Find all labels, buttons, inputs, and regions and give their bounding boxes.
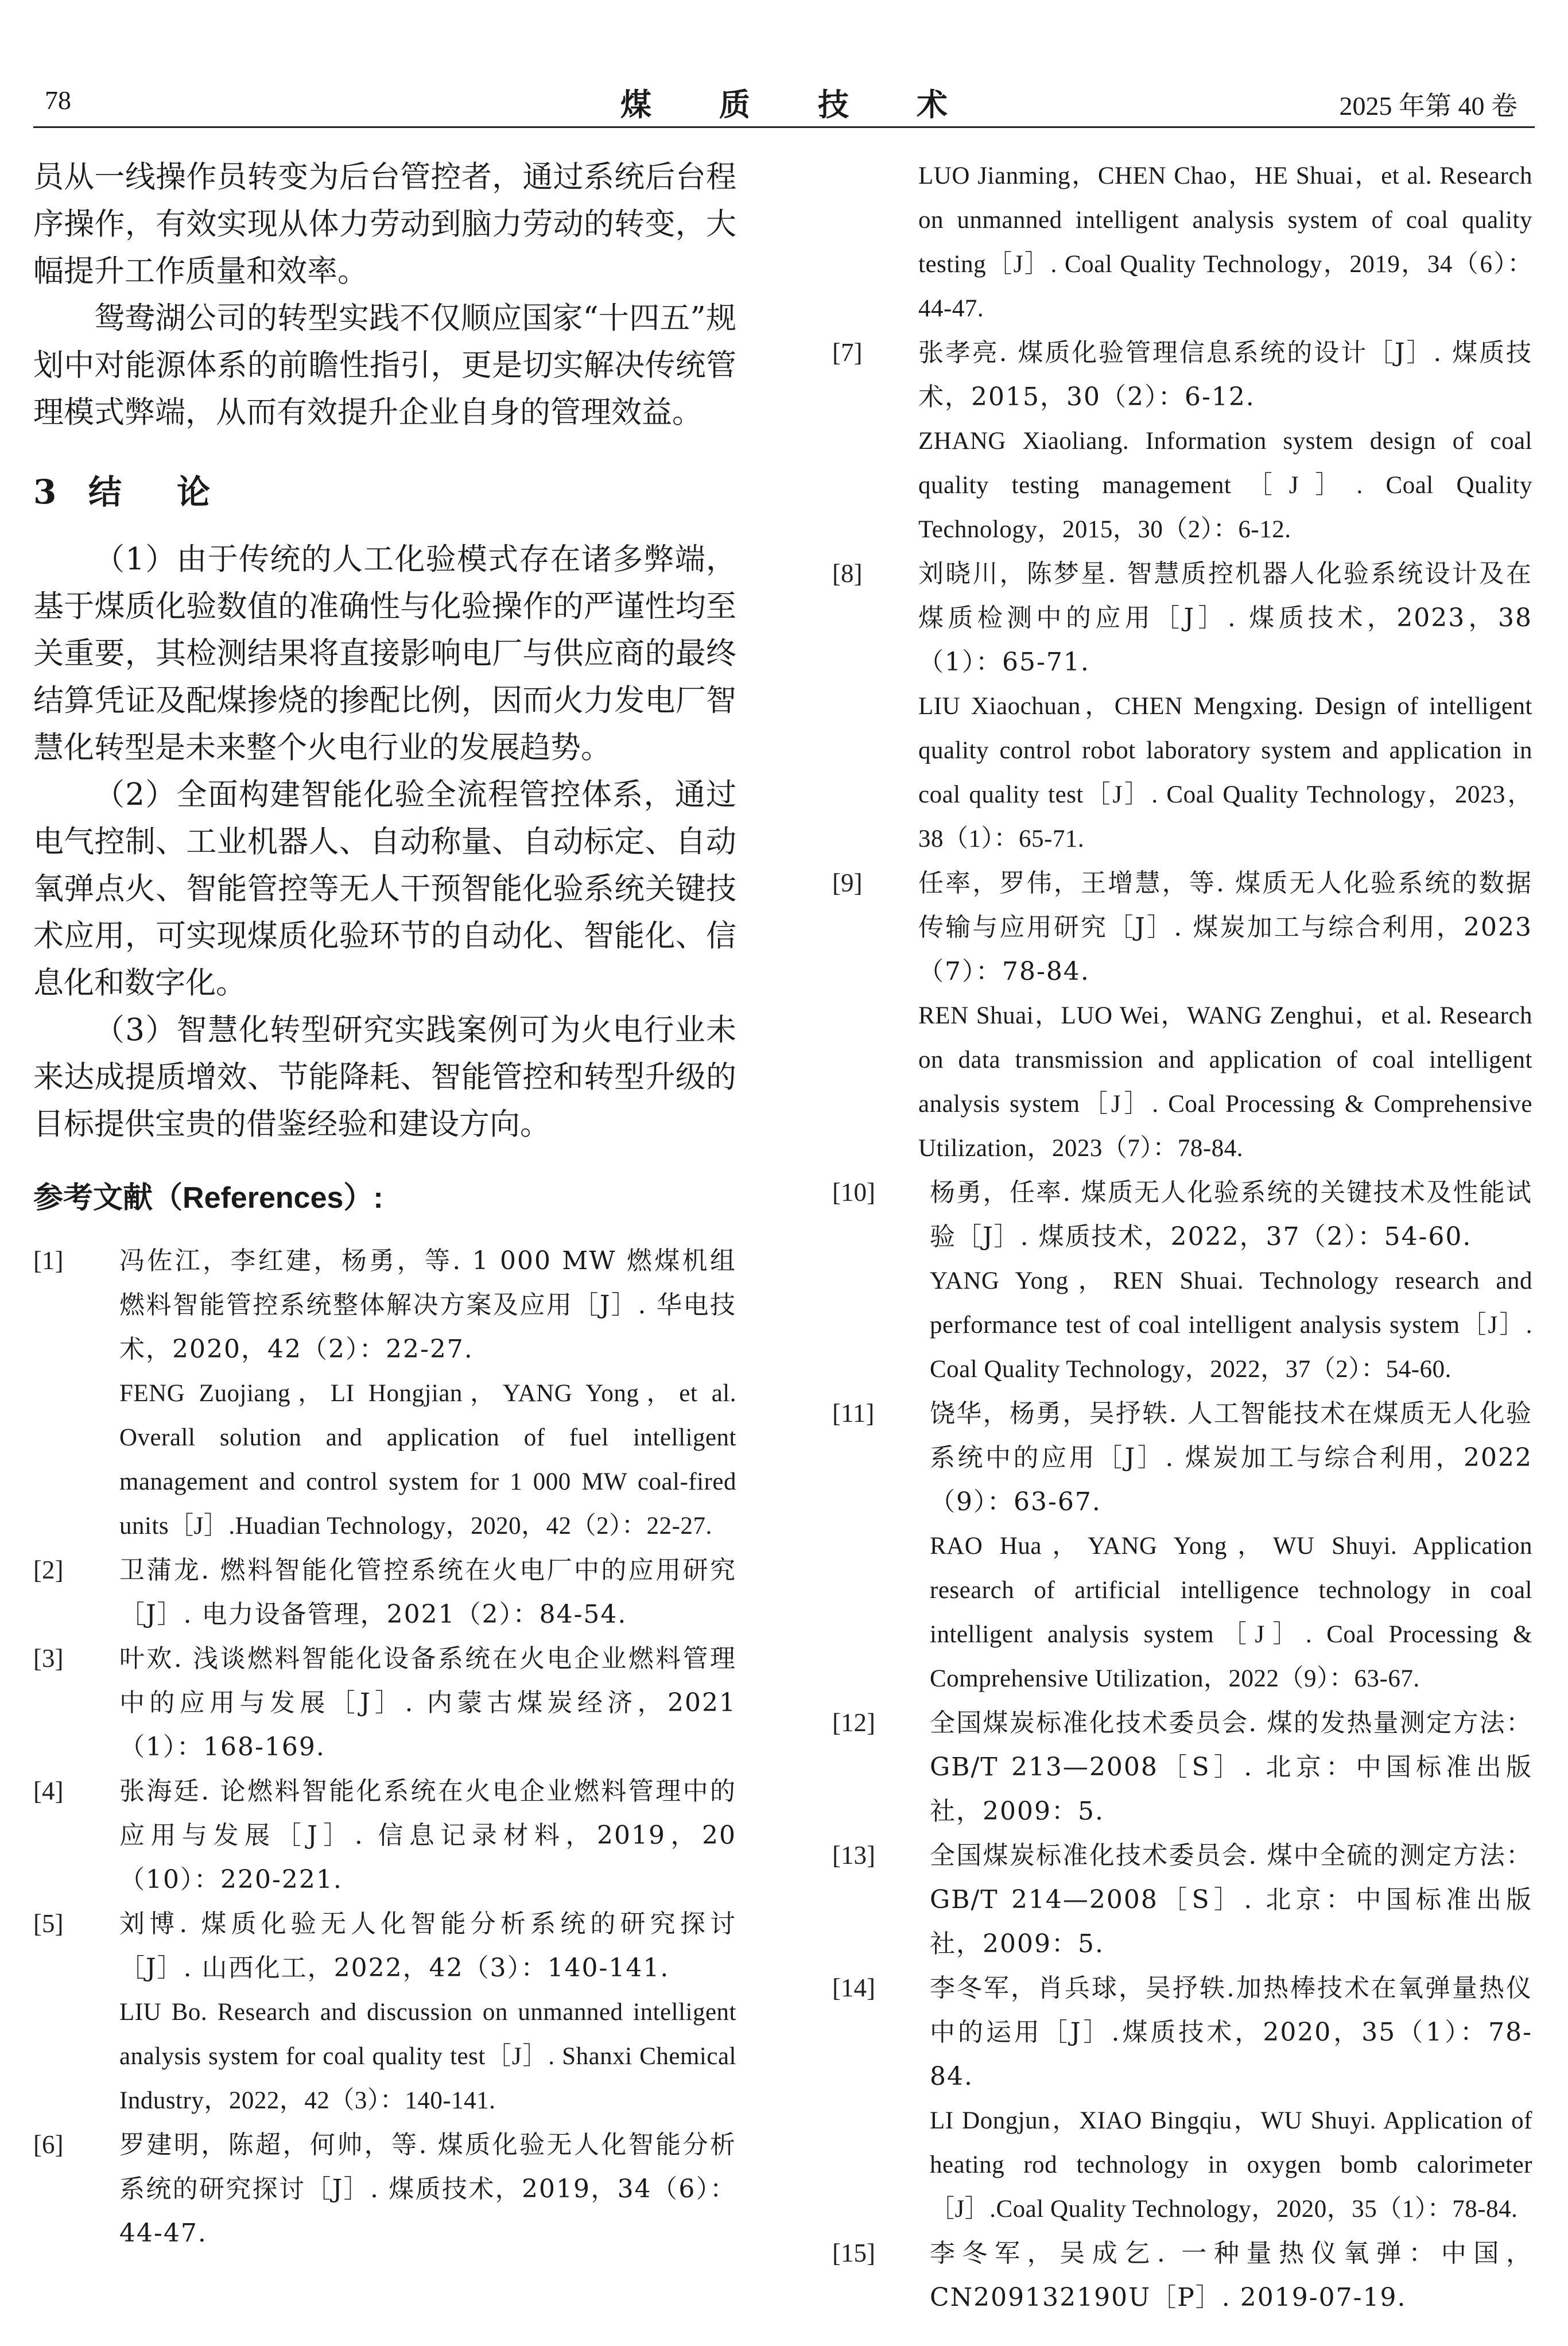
- body-paragraph: 鸳鸯湖公司的转型实践不仅顺应国家“十四五”规划中对能源体系的前瞻性指引，更是切实解决传统管理模式弊端，从而有效提升企业自身的管理效益。: [33, 301, 736, 430]
- reference-item: [832, 1833, 1532, 1966]
- reference-number: [5]: [33, 1909, 64, 1938]
- reference-item: [33, 2123, 736, 2255]
- reference-number: [13]: [832, 1841, 875, 1870]
- reference-item: [33, 1902, 736, 2123]
- section-number: 3: [33, 472, 57, 511]
- reference-en: LIU Bo. Research and discussion on unmanned intelligent analysis system for coal quality test［J］. Shanxi Chemical Industry，2022，42（3）：140-141.: [119, 1999, 736, 2114]
- reference-number: [1]: [33, 1246, 64, 1275]
- reference-number: [7]: [832, 338, 863, 367]
- reference-number: [2]: [33, 1556, 64, 1584]
- conclusion-paragraph: （2）全面构建智能化验全流程管控体系，通过电气控制、工业机器人、自动称量、自动标定、自动氧弹点火、智能管控等无人干预智能化验系统关键技术应用，可实现煤质化验环节的自动化、智能化、信息化和数字化。: [33, 777, 736, 1001]
- reference-item: [33, 1239, 736, 1548]
- reference-item: [832, 1701, 1532, 1833]
- reference-number: [10]: [832, 1178, 875, 1207]
- conclusion-paragraph: （3）智慧化转型研究实践案例可为火电行业未来达成提质增效、节能降耗、智能管控和转型升级的目标提供宝贵的借鉴经验和建设方向。: [33, 1013, 736, 1142]
- reference-en: RAO Hua，YANG Yong，WU Shuyi. Application research of artificial intelligence technology in coal intelligent analysis system［J］. Coal Processing & Comprehensive Utilization，2022（9）：63-67.: [930, 1533, 1532, 1692]
- reference-cn: 全国煤炭标准化技术委员会. 煤的发热量测定方法：GB/T 213—2008［S］. 北京：中国标准出版社，2009：5.: [930, 1708, 1532, 1826]
- reference-cn: 杨勇，任率. 煤质无人化验系统的关键技术及性能试验［J］. 煤质技术，2022，37（2）：54-60.: [930, 1178, 1532, 1251]
- reference-number: [6]: [33, 2130, 64, 2159]
- reference-item: [832, 1966, 1532, 2231]
- conclusion-paragraph: （1）由于传统的人工化验模式存在诸多弊端，基于煤质化验数值的准确性与化验操作的严谨性均至关重要，其检测结果将直接影响电厂与供应商的最终结算凭证及配煤掺烧的掺配比例，因而火力发电厂智慧化转型是未来整个火电行业的发展趋势。: [33, 542, 736, 765]
- reference-en: LI Dongjun，XIAO Bingqiu，WU Shuyi. Application of heating rod technology in oxygen bomb calorimeter［J］.Coal Quality Technology，2020，35（1）：78-84.: [930, 2107, 1532, 2223]
- reference-cn: 刘博. 煤质化验无人化智能分析系统的研究探讨［J］. 山西化工，2022，42（3）：140-141.: [119, 1909, 736, 1983]
- reference-cn: 叶欢. 浅谈燃料智能化设备系统在火电企业燃料管理中的应用与发展［J］. 内蒙古煤炭经济，2021（1）：168-169.: [119, 1644, 736, 1762]
- reference-cn: 李冬军，吴成乞. 一种量热仪氧弹：中国，CN209132190U［P］. 2019-07-19.: [930, 2239, 1532, 2312]
- reference-number: [9]: [832, 868, 863, 897]
- volume-label: 2025 年第 40 卷: [1339, 91, 1517, 121]
- reference-item: [832, 1391, 1532, 1701]
- reference-cn: 饶华，杨勇，吴抒轶. 人工智能技术在煤质无人化验系统中的应用［J］. 煤炭加工与综合利用，2022（9）：63-67.: [930, 1399, 1532, 1517]
- reference-cn: 张海廷. 论燃料智能化系统在火电企业燃料管理中的应用与发展［J］. 信息记录材料，2019，20（10）：220-221.: [119, 1777, 736, 1894]
- references-heading-cn: 参考文献: [33, 1180, 153, 1215]
- left-column: [33, 154, 736, 2255]
- reference-en: ZHANG Xiaoliang. Information system design of coal quality testing management［J］. Coal Quality Technology，2015，30（2）：6-12.: [918, 428, 1532, 543]
- section-title: 结论: [88, 472, 266, 511]
- reference-item: [832, 331, 1532, 552]
- reference-en: LUO Jianming，CHEN Chao，HE Shuai，et al. Research on unmanned intelligent analysis system of coal quality testing［J］. Coal Quality Technology，2019，34（6）：44-47.: [918, 162, 1532, 322]
- reference-number: [11]: [832, 1399, 875, 1428]
- reference-cn: 罗建明，陈超，何帅，等. 煤质化验无人化智能分析系统的研究探讨［J］. 煤质技术，2019，34（6）：44-47.: [119, 2130, 736, 2248]
- reference-cn: 冯佐江，李红建，杨勇，等. 1 000 MW 燃煤机组燃料智能管控系统整体解决方案及应用［J］. 华电技术，2020，42（2）：22-27.: [119, 1246, 736, 1364]
- reference-cn: 卫蒲龙. 燃料智能化管控系统在火电厂中的应用研究［J］. 电力设备管理，2021（2）：84-54.: [119, 1556, 736, 1629]
- reference-item: [33, 1637, 736, 1769]
- reference-number: [14]: [832, 1973, 875, 2002]
- reference-number: [8]: [832, 559, 863, 588]
- reference-item: [33, 1548, 736, 1637]
- page-header: [33, 75, 1535, 128]
- reference-item: [33, 1769, 736, 1902]
- reference-cn: 任率，罗伟，王增慧，等. 煤质无人化验系统的数据传输与应用研究［J］. 煤炭加工与综合利用，2023（7）：78-84.: [918, 868, 1532, 986]
- references-heading: [33, 1174, 736, 1222]
- page-number: 78: [45, 86, 71, 115]
- reference-number: [4]: [33, 1777, 64, 1805]
- reference-cn: 刘晓川，陈梦星. 智慧质控机器人化验系统设计及在煤质检测中的应用［J］. 煤质技术，2023，38（1）：65-71.: [918, 559, 1532, 677]
- journal-title: 煤质技术: [620, 86, 1015, 123]
- reference-en: LIU Xiaochuan，CHEN Mengxing. Design of intelligent quality control robot laboratory system and application in coal quality test［J］. Coal Quality Technology，2023，38（1）：65-71.: [918, 693, 1532, 852]
- reference-number: [12]: [832, 1708, 875, 1737]
- section-heading: [33, 468, 736, 515]
- body-paragraph: 员从一线操作员转变为后台管控者，通过系统后台程序操作，有效实现从体力劳动到脑力劳动的转变，大幅提升工作质量和效率。: [33, 160, 736, 289]
- reference-en: REN Shuai，LUO Wei，WANG Zenghui，et al. Research on data transmission and application of coal intelligent analysis system［J］. Coal Processing & Comprehensive Utilization，2023（7）：78-84.: [918, 1002, 1532, 1162]
- reference-number: [15]: [832, 2239, 875, 2267]
- reference-en: FENG Zuojiang，LI Hongjian，YANG Yong，et al. Overall solution and application of fuel intelligent management and control system for 1 000 MW coal-fired units［J］.Huadian Technology，2020，42（2）：22-27.: [119, 1380, 736, 1540]
- reference-item: [832, 861, 1532, 1170]
- reference-item: [832, 2231, 1532, 2320]
- reference-cn: 李冬军，肖兵球，吴抒轶.加热棒技术在氧弹量热仪中的运用［J］.煤质技术，2020，35（1）：78-84.: [930, 1973, 1532, 2091]
- reference-en: YANG Yong，REN Shuai. Technology research and performance test of coal intelligent analysis system［J］. Coal Quality Technology，2022，37（2）：54-60.: [930, 1267, 1532, 1383]
- reference-item: [832, 1170, 1532, 1391]
- reference-cn: 全国煤炭标准化技术委员会. 煤中全硫的测定方法：GB/T 214—2008［S］. 北京：中国标准出版社，2009：5.: [930, 1841, 1532, 1959]
- right-column: [832, 154, 1532, 2320]
- reference-item: [832, 552, 1532, 861]
- references-heading-en: （References）:: [153, 1181, 383, 1215]
- reference-cn: 张孝亮. 煤质化验管理信息系统的设计［J］. 煤质技术，2015，30（2）：6-12.: [918, 338, 1532, 412]
- reference-number: [3]: [33, 1644, 64, 1673]
- reference-continuation: [832, 154, 1532, 331]
